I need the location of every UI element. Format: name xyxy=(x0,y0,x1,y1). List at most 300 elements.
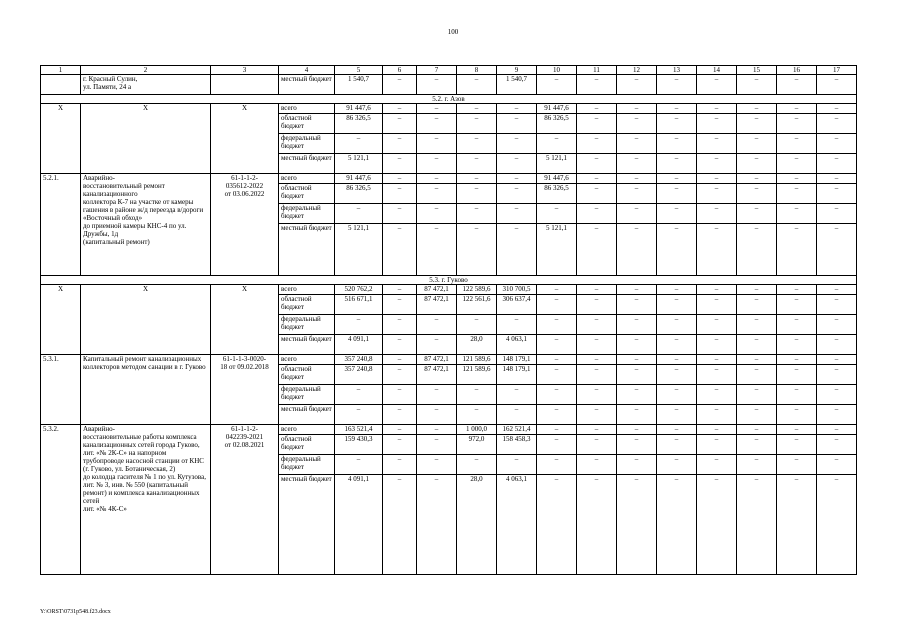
value-cell: – xyxy=(737,475,777,575)
value-cell: – xyxy=(383,75,417,95)
funding-source-cell: федеральный бюджет xyxy=(279,455,335,475)
funding-source-cell: местный бюджет xyxy=(279,154,335,174)
value-cell: – xyxy=(383,204,417,224)
value-cell: – xyxy=(577,335,617,355)
value-cell: – xyxy=(697,224,737,276)
value-cell: – xyxy=(335,405,383,425)
value-cell: – xyxy=(457,405,497,425)
value-cell: – xyxy=(737,224,777,276)
table-row xyxy=(41,174,857,184)
value-cell: – xyxy=(335,385,383,405)
value-cell: 5 121,1 xyxy=(537,224,577,276)
value-cell: – xyxy=(777,365,817,385)
document-cell: 61-1-1-3-0020- 18 от 09.02.2018 xyxy=(211,355,279,425)
item-number-cell: Х xyxy=(41,285,81,355)
value-cell: – xyxy=(617,455,657,475)
value-cell: – xyxy=(617,134,657,154)
value-cell: 5 121,1 xyxy=(335,224,383,276)
value-cell: – xyxy=(537,295,577,315)
value-cell: – xyxy=(577,224,617,276)
value-cell: – xyxy=(697,435,737,455)
value-cell: – xyxy=(383,405,417,425)
value-cell: – xyxy=(457,224,497,276)
value-cell: – xyxy=(617,204,657,224)
object-name-cell: Х xyxy=(81,285,211,355)
value-cell: – xyxy=(383,385,417,405)
value-cell: – xyxy=(817,455,857,475)
value-cell: – xyxy=(457,104,497,114)
value-cell: 158 458,3 xyxy=(497,435,537,455)
value-cell: – xyxy=(777,134,817,154)
value-cell: – xyxy=(383,104,417,114)
value-cell: – xyxy=(457,385,497,405)
value-cell: 86 326,5 xyxy=(335,114,383,134)
value-cell: – xyxy=(383,224,417,276)
value-cell: – xyxy=(697,114,737,134)
funding-source-cell: областной бюджет xyxy=(279,435,335,455)
value-cell: 87 472,1 xyxy=(417,285,457,295)
value-cell: – xyxy=(817,335,857,355)
value-cell: – xyxy=(417,174,457,184)
value-cell: – xyxy=(537,455,577,475)
column-header: 3 xyxy=(211,66,279,75)
value-cell: – xyxy=(617,184,657,204)
value-cell: – xyxy=(657,285,697,295)
value-cell: – xyxy=(817,174,857,184)
value-cell: 972,0 xyxy=(457,435,497,455)
value-cell: – xyxy=(383,435,417,455)
value-cell: – xyxy=(617,75,657,95)
value-cell: – xyxy=(617,114,657,134)
column-header: 13 xyxy=(657,66,697,75)
value-cell: 87 472,1 xyxy=(417,355,457,365)
value-cell: – xyxy=(617,435,657,455)
value-cell: – xyxy=(817,224,857,276)
value-cell: 86 326,5 xyxy=(537,184,577,204)
value-cell: – xyxy=(383,114,417,134)
value-cell: – xyxy=(537,435,577,455)
value-cell: 121 589,6 xyxy=(457,355,497,365)
value-cell: – xyxy=(777,204,817,224)
value-cell: – xyxy=(457,174,497,184)
value-cell: – xyxy=(383,355,417,365)
value-cell: – xyxy=(657,114,697,134)
funding-source-cell: всего xyxy=(279,285,335,295)
value-cell: – xyxy=(497,204,537,224)
value-cell: – xyxy=(577,385,617,405)
value-cell: – xyxy=(737,184,777,204)
value-cell: – xyxy=(497,154,537,174)
value-cell: – xyxy=(657,174,697,184)
value-cell: – xyxy=(657,154,697,174)
value-cell: – xyxy=(777,355,817,365)
value-cell: – xyxy=(697,355,737,365)
value-cell: – xyxy=(383,154,417,174)
value-cell: – xyxy=(657,475,697,575)
value-cell: – xyxy=(657,405,697,425)
value-cell: – xyxy=(417,475,457,575)
value-cell: – xyxy=(657,425,697,435)
value-cell: – xyxy=(577,154,617,174)
value-cell: – xyxy=(457,455,497,475)
value-cell: 1 540,7 xyxy=(497,75,537,95)
value-cell: 122 589,6 xyxy=(457,285,497,295)
value-cell: – xyxy=(537,335,577,355)
value-cell: – xyxy=(457,114,497,134)
value-cell: – xyxy=(657,295,697,315)
value-cell: – xyxy=(497,224,537,276)
value-cell: – xyxy=(383,335,417,355)
value-cell: – xyxy=(697,335,737,355)
value-cell: 86 326,5 xyxy=(537,114,577,134)
value-cell: 1 540,7 xyxy=(335,75,383,95)
value-cell: – xyxy=(697,174,737,184)
funding-source-cell: федеральный бюджет xyxy=(279,134,335,154)
object-name-cell: Аварийно- восстановительные работы комплекса канализационных сетей города Гуково, лит. «№ 2К-С» на напорном трубопроводе насосной станции от КНС (г. Гуково, ул. Ботаническая, 2) до колодца гасителя № 1 по ул. Кутузова, лит. № 3, инв. № 550 (капитальный ремонт) и комплекса канализационных сетей лит. «№ 4К-С» xyxy=(81,425,211,575)
column-header: 1 xyxy=(41,66,81,75)
value-cell: – xyxy=(657,435,697,455)
value-cell: – xyxy=(697,204,737,224)
value-cell: – xyxy=(697,295,737,315)
value-cell: – xyxy=(817,405,857,425)
item-number-cell: 5.3.2. xyxy=(41,425,81,575)
value-cell: – xyxy=(577,315,617,335)
value-cell: – xyxy=(657,104,697,114)
value-cell: – xyxy=(577,295,617,315)
value-cell: 122 561,6 xyxy=(457,295,497,315)
table-row xyxy=(41,285,857,295)
value-cell: – xyxy=(697,405,737,425)
file-path-footer: Y:\ORST\0731p548.f23.docx xyxy=(40,609,111,615)
value-cell: – xyxy=(497,114,537,134)
funding-source-cell: всего xyxy=(279,104,335,114)
value-cell: – xyxy=(617,285,657,295)
value-cell: – xyxy=(537,204,577,224)
value-cell: 91 447,6 xyxy=(537,104,577,114)
item-number-cell: Х xyxy=(41,104,81,174)
value-cell: – xyxy=(335,204,383,224)
document-cell: Х xyxy=(211,104,279,174)
column-header: 5 xyxy=(335,66,383,75)
value-cell: – xyxy=(817,435,857,455)
value-cell: – xyxy=(497,174,537,184)
value-cell: 163 521,4 xyxy=(335,425,383,435)
value-cell: – xyxy=(737,154,777,174)
value-cell: – xyxy=(657,315,697,335)
value-cell: 91 447,6 xyxy=(335,104,383,114)
value-cell: – xyxy=(383,315,417,335)
value-cell: 121 589,6 xyxy=(457,365,497,385)
funding-source-cell: местный бюджет xyxy=(279,475,335,575)
value-cell: – xyxy=(777,174,817,184)
column-header: 2 xyxy=(81,66,211,75)
funding-source-cell: областной бюджет xyxy=(279,114,335,134)
value-cell: – xyxy=(383,365,417,385)
value-cell: – xyxy=(537,355,577,365)
value-cell: – xyxy=(697,365,737,385)
value-cell: 91 447,6 xyxy=(335,174,383,184)
funding-source-cell: областной бюджет xyxy=(279,365,335,385)
value-cell: – xyxy=(657,355,697,365)
value-cell: 86 326,5 xyxy=(335,184,383,204)
value-cell: – xyxy=(497,385,537,405)
value-cell: – xyxy=(417,315,457,335)
column-header: 10 xyxy=(537,66,577,75)
value-cell: – xyxy=(777,435,817,455)
value-cell: – xyxy=(817,285,857,295)
value-cell: – xyxy=(617,174,657,184)
value-cell: – xyxy=(417,184,457,204)
value-cell: – xyxy=(617,475,657,575)
object-name-cell: Х xyxy=(81,104,211,174)
value-cell: 91 447,6 xyxy=(537,174,577,184)
value-cell: – xyxy=(817,184,857,204)
value-cell: – xyxy=(817,315,857,335)
funding-source-cell: областной бюджет xyxy=(279,295,335,315)
value-cell: – xyxy=(417,385,457,405)
value-cell: – xyxy=(777,224,817,276)
item-number-cell: 5.2.1. xyxy=(41,174,81,276)
value-cell: – xyxy=(577,365,617,385)
value-cell: – xyxy=(457,204,497,224)
value-cell: – xyxy=(617,295,657,315)
value-cell: – xyxy=(697,425,737,435)
value-cell: – xyxy=(383,184,417,204)
section-title-row xyxy=(41,95,857,104)
page-number: 100 xyxy=(447,28,459,36)
value-cell: – xyxy=(657,385,697,405)
value-cell: – xyxy=(383,174,417,184)
value-cell: – xyxy=(417,134,457,154)
value-cell: – xyxy=(697,104,737,114)
value-cell: – xyxy=(617,385,657,405)
value-cell: 4 063,1 xyxy=(497,335,537,355)
value-cell: – xyxy=(697,455,737,475)
value-cell: – xyxy=(657,224,697,276)
value-cell: – xyxy=(737,335,777,355)
value-cell: – xyxy=(457,75,497,95)
value-cell: – xyxy=(577,174,617,184)
value-cell: – xyxy=(817,114,857,134)
value-cell: – xyxy=(777,154,817,174)
column-header: 4 xyxy=(279,66,335,75)
header-row xyxy=(41,66,857,75)
value-cell: – xyxy=(737,295,777,315)
value-cell: – xyxy=(577,75,617,95)
value-cell: – xyxy=(537,315,577,335)
value-cell: – xyxy=(383,285,417,295)
column-header: 14 xyxy=(697,66,737,75)
value-cell: – xyxy=(697,154,737,174)
section-title: 5.2. г. Азов xyxy=(41,95,857,104)
value-cell: – xyxy=(737,405,777,425)
value-cell: – xyxy=(697,184,737,204)
item-number-cell: 5.3.1. xyxy=(41,355,81,425)
column-header: 16 xyxy=(777,66,817,75)
value-cell: – xyxy=(697,75,737,95)
value-cell: – xyxy=(617,405,657,425)
value-cell: 520 762,2 xyxy=(335,285,383,295)
value-cell: 4 063,1 xyxy=(497,475,537,575)
value-cell: – xyxy=(417,204,457,224)
funding-source-cell: всего xyxy=(279,355,335,365)
value-cell: 4 091,1 xyxy=(335,335,383,355)
funding-source-cell: местный бюджет xyxy=(279,75,335,95)
value-cell: 5 121,1 xyxy=(335,154,383,174)
value-cell: – xyxy=(457,134,497,154)
value-cell: – xyxy=(417,75,457,95)
value-cell: – xyxy=(777,335,817,355)
value-cell: – xyxy=(737,355,777,365)
funding-source-cell: местный бюджет xyxy=(279,335,335,355)
value-cell: 4 091,1 xyxy=(335,475,383,575)
value-cell: – xyxy=(737,425,777,435)
value-cell: – xyxy=(577,435,617,455)
funding-source-cell: местный бюджет xyxy=(279,224,335,276)
value-cell: – xyxy=(817,385,857,405)
object-name-cell: Аварийно- восстановительный ремонт канализационного коллектора К-7 на участке от камеры гашения в районе ж/д переезда в/дороги «Восточный обход» до приемной камеры КНС-4 по ул. Дружбы, 1д (капитальный ремонт) xyxy=(81,174,211,276)
value-cell: – xyxy=(777,75,817,95)
value-cell: – xyxy=(657,365,697,385)
value-cell: – xyxy=(383,455,417,475)
section-title-row xyxy=(41,276,857,285)
document-cell: Х xyxy=(211,285,279,355)
value-cell: – xyxy=(383,475,417,575)
funding-source-cell: федеральный бюджет xyxy=(279,385,335,405)
value-cell: – xyxy=(657,335,697,355)
value-cell: – xyxy=(383,295,417,315)
section-title: 5.3. г. Гуково xyxy=(41,276,857,285)
value-cell: – xyxy=(657,134,697,154)
value-cell: – xyxy=(577,475,617,575)
funding-source-cell: местный бюджет xyxy=(279,405,335,425)
value-cell: – xyxy=(417,405,457,425)
value-cell: – xyxy=(577,134,617,154)
value-cell: – xyxy=(737,365,777,385)
value-cell: – xyxy=(497,184,537,204)
value-cell: – xyxy=(383,134,417,154)
value-cell: – xyxy=(417,224,457,276)
table-row xyxy=(41,75,857,95)
value-cell: – xyxy=(777,285,817,295)
value-cell: – xyxy=(737,435,777,455)
value-cell: – xyxy=(497,405,537,425)
value-cell: – xyxy=(537,134,577,154)
value-cell: – xyxy=(697,315,737,335)
value-cell: – xyxy=(697,134,737,154)
value-cell: – xyxy=(617,365,657,385)
value-cell: – xyxy=(737,174,777,184)
value-cell: – xyxy=(335,315,383,335)
value-cell: – xyxy=(577,204,617,224)
value-cell: – xyxy=(497,134,537,154)
value-cell: 28,0 xyxy=(457,475,497,575)
value-cell: – xyxy=(537,405,577,425)
value-cell: 148 179,1 xyxy=(497,355,537,365)
column-header: 9 xyxy=(497,66,537,75)
funding-source-cell: областной бюджет xyxy=(279,184,335,204)
value-cell: – xyxy=(417,154,457,174)
column-header: 15 xyxy=(737,66,777,75)
value-cell: – xyxy=(417,335,457,355)
value-cell: – xyxy=(657,184,697,204)
value-cell: – xyxy=(777,295,817,315)
value-cell: – xyxy=(577,104,617,114)
value-cell: – xyxy=(737,75,777,95)
value-cell: – xyxy=(817,425,857,435)
value-cell: – xyxy=(417,104,457,114)
value-cell: 159 430,3 xyxy=(335,435,383,455)
value-cell: – xyxy=(817,204,857,224)
value-cell: – xyxy=(497,455,537,475)
value-cell: – xyxy=(457,154,497,174)
value-cell: – xyxy=(817,154,857,174)
value-cell: – xyxy=(777,315,817,335)
value-cell: – xyxy=(817,134,857,154)
value-cell: – xyxy=(577,184,617,204)
column-header: 7 xyxy=(417,66,457,75)
value-cell: – xyxy=(537,365,577,385)
value-cell: – xyxy=(383,425,417,435)
budget-table xyxy=(40,65,857,575)
item-number-cell xyxy=(41,75,81,95)
value-cell: – xyxy=(537,385,577,405)
value-cell: – xyxy=(777,425,817,435)
value-cell: – xyxy=(577,425,617,435)
value-cell: – xyxy=(737,315,777,335)
column-header: 11 xyxy=(577,66,617,75)
value-cell: – xyxy=(617,224,657,276)
funding-source-cell: всего xyxy=(279,425,335,435)
value-cell: – xyxy=(417,435,457,455)
value-cell: – xyxy=(697,385,737,405)
value-cell: – xyxy=(417,114,457,134)
column-header: 6 xyxy=(383,66,417,75)
value-cell: – xyxy=(457,184,497,204)
value-cell: – xyxy=(777,385,817,405)
value-cell: – xyxy=(537,285,577,295)
value-cell: – xyxy=(537,475,577,575)
funding-source-cell: всего xyxy=(279,174,335,184)
value-cell: 1 000,0 xyxy=(457,425,497,435)
table-row xyxy=(41,425,857,435)
column-header: 17 xyxy=(817,66,857,75)
value-cell: – xyxy=(617,315,657,335)
value-cell: – xyxy=(457,315,497,335)
value-cell: – xyxy=(577,405,617,425)
value-cell: – xyxy=(697,285,737,295)
value-cell: – xyxy=(817,104,857,114)
value-cell: 148 179,1 xyxy=(497,365,537,385)
value-cell: – xyxy=(617,355,657,365)
value-cell: – xyxy=(617,104,657,114)
funding-source-cell: федеральный бюджет xyxy=(279,204,335,224)
value-cell: – xyxy=(777,114,817,134)
value-cell: 5 121,1 xyxy=(537,154,577,174)
value-cell: – xyxy=(737,385,777,405)
document-cell xyxy=(211,75,279,95)
value-cell: 357 240,8 xyxy=(335,365,383,385)
document-cell: 61-1-1-2- 035612-2022 от 03.06.2022 xyxy=(211,174,279,276)
object-name-cell: г. Красный Сулин, ул. Памяти, 24 а xyxy=(81,75,211,95)
value-cell: – xyxy=(817,295,857,315)
table-row xyxy=(41,104,857,114)
value-cell: – xyxy=(737,134,777,154)
value-cell: – xyxy=(817,475,857,575)
value-cell: – xyxy=(417,455,457,475)
value-cell: – xyxy=(737,455,777,475)
value-cell: – xyxy=(737,204,777,224)
